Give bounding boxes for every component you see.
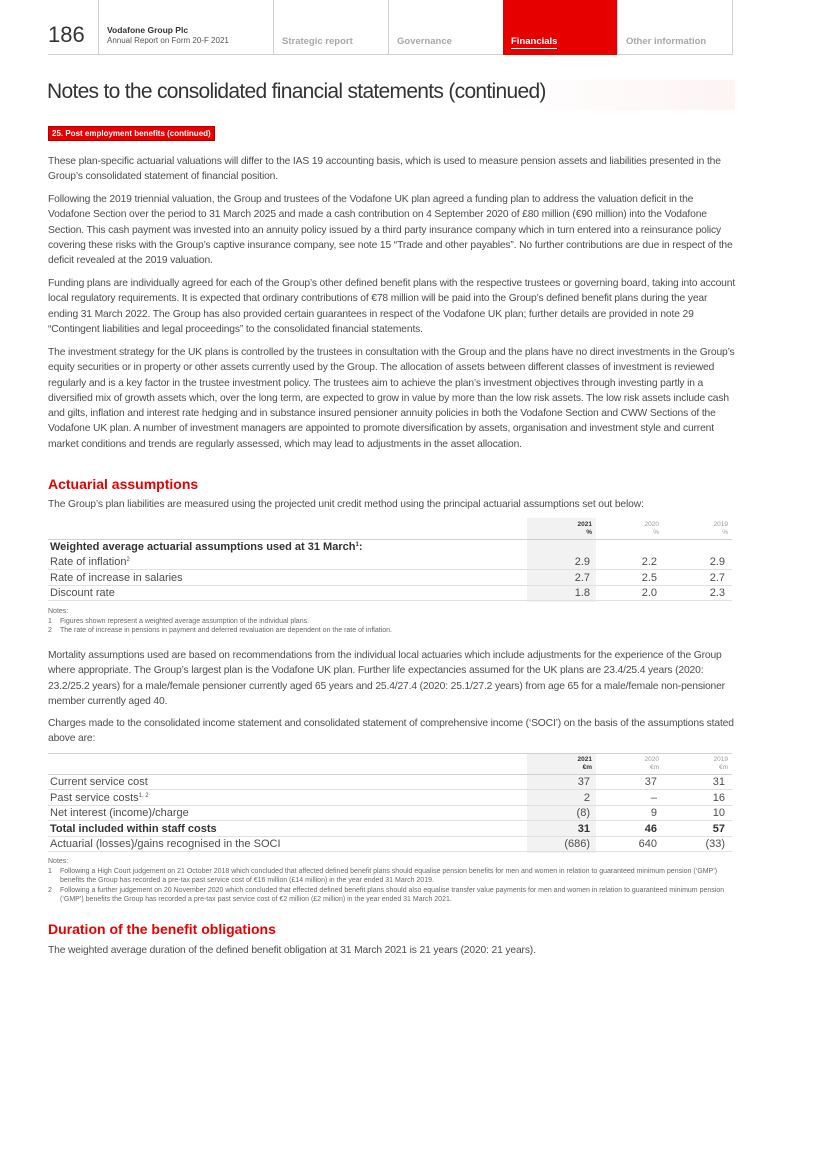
actuarial-intro: The Group’s plan liabilities are measured using the projected unit credit method using the principal actuarial assumptions set out below: — [48, 499, 644, 510]
section-badge: 25. Post employment benefits (continued) — [48, 126, 215, 141]
col-head-2020: 2020 €m — [644, 756, 659, 771]
page-number: 186 — [48, 22, 85, 47]
mortality-paragraph: Mortality assumptions used are based on recommendations from the individual local actuaries which include adjustments for the experience of the Group where appropriate. The Group’s largest plan is the Vodafone UK plan. Further life expectancies assumed for the UK plans are 23.4/25.4 years (2020: 23.2/25.2 years) for a male/female pensioner currently aged 65 years and 25.4/27.4 (2020: 25.1/27.2 years) from age 65 for a male/female non-pensioner member currently aged 40. — [48, 650, 725, 707]
table-row: Past service costs$^{1, 2}$ 2 – 16 — [48, 791, 732, 806]
divider — [48, 753, 732, 754]
company-name: Vodafone Group Plc — [107, 25, 189, 35]
col-head-2021: 2021 % — [577, 521, 592, 536]
tab-governance[interactable]: Governance — [388, 0, 503, 55]
actuarial-table — [48, 518, 732, 602]
actuarial-notes: Notes: 1 Figures shown represent a weighted average assumption of the individual plans. 2 The rate of increase in pensions in payment and deferred revaluation are dependent on the rate of inflation. — [48, 608, 392, 634]
table-row: Rate of inflation$^2$ 2.9 2.2 2.9 — [48, 555, 732, 570]
tab-other-information[interactable]: Other information — [617, 0, 733, 55]
table-subheading: Weighted average actuarial assumptions used at 31 March$^1$: — [50, 541, 363, 553]
paragraph: Following the 2019 triennial valuation, the Group and trustees of the Vodafone UK plan agreed a funding plan to address the valuation deficit in the Vodafone Section over the period to 31 March 2025 and made a cash contribution on 4 September 2020 of £80 million (€90 million) into the Vodafone Section. This cash payment was invested into an annuity policy issued by a third party insurance company which in turn entered into a reinsurance policy covering these risks with the Group’s captive insurance company, see note 15 “Trade and other payables”. No further contributions are due in respect of the deficit revealed at the 2019 valuation. — [48, 194, 733, 267]
duration-heading: Duration of the benefit obligations — [48, 921, 276, 937]
tab-strategic-report[interactable]: Strategic report — [273, 0, 388, 55]
report-subtitle: Annual Report on Form 20-F 2021 — [107, 36, 229, 45]
charges-table — [48, 753, 732, 853]
table-row: Discount rate 1.8 2.0 2.3 — [48, 586, 732, 601]
duration-text: The weighted average duration of the defined benefit obligation at 31 March 2021 is 21 years (2020: 21 years). — [48, 945, 536, 956]
paragraph: Funding plans are individually agreed for each of the Group’s other defined benefit plans with the respective trustees or governing board, taking into account local regulatory requirements. It is expected that ordinary contributions of €78 million will be paid into the Group’s defined benefit plans during the year ending 31 March 2022. The Group has also provided certain guarantees in respect of the Vodafone UK plan; further details are provided in note 29 “Contingent liabilities and legal proceedings” to the consolidated financial statements. — [48, 278, 736, 335]
col-head-2019: 2019 €m — [713, 756, 728, 771]
tab-financials[interactable]: Financials — [503, 0, 617, 55]
page-title: Notes to the consolidated financial statements (continued) — [47, 80, 735, 110]
charges-paragraph: Charges made to the consolidated income statement and consolidated statement of comprehensive income (‘SOCI’) on the basis of the assumptions stated above are: — [48, 718, 734, 745]
paragraph: These plan-specific actuarial valuations will differ to the IAS 19 accounting basis, which is used to measure pension assets and liabilities presented in the Group’s consolidated statement of financial position. — [48, 156, 721, 183]
col-head-2021: 2021 €m — [577, 756, 592, 771]
col-head-2019: 2019 % — [713, 521, 728, 536]
charges-notes: Notes: 1 Following a High Court judgement on 21 October 2018 which concluded that affected defined benefit plans should equalise pension benefits for men and women in relation to guaranteed minimum pension (‘GMP’) benefits the Group has recorded a pre-tax past service cost of €16 million (£14 million) in the year ended 31 March 2019. 2 Following a further judgement on 20 November 2020 which concluded that effected defined benefit plans should also equalise transfer value payments for men and women in relation to guaranteed minimum pension (‘GMP’) benefits the Group has recorded a pre-tax past service cost of €2 million (£2 million) in the year ended 31 March 2021. — [48, 858, 725, 903]
table-row-total: Total included within staff costs 31 46 57 — [48, 822, 732, 837]
actuarial-heading: Actuarial assumptions — [48, 476, 199, 492]
table-row: Rate of increase in salaries 2.7 2.5 2.7 — [48, 571, 732, 586]
page-header — [48, 0, 733, 55]
paragraph: The investment strategy for the UK plans is controlled by the trustees in consultation with the Group and the plans have no direct investments in the Group’s equity securities or in property or other assets currently used by the Group. The allocation of assets between different classes of investment is reviewed regularly and is a key factor in the trustee investment policy. The trustees aim to achieve the plan’s investment objectives through investing partly in a diversified mix of growth assets which, over the long term, are expected to grow in value by more than the low risk assets. The low risk assets include cash and gilts, inflation and interest rate hedging and in substance insured pensioner annuity policies in both the Vodafone Section and CWW Sections of the Vodafone UK plan. A number of investment managers are appointed to promote diversification by assets, organisation and investment style and current market conditions and trends are regularly assessed, which may lead to adjustments in the asset allocation. — [48, 347, 735, 450]
table-row: Actuarial (losses)/gains recognised in the SOCI (686) 640 (33) — [48, 837, 732, 852]
table-row: Net interest (income)/charge (8) 9 10 — [48, 806, 732, 821]
table-row: Current service cost 37 37 31 — [48, 775, 732, 790]
col-head-2020: 2020 % — [644, 521, 659, 536]
